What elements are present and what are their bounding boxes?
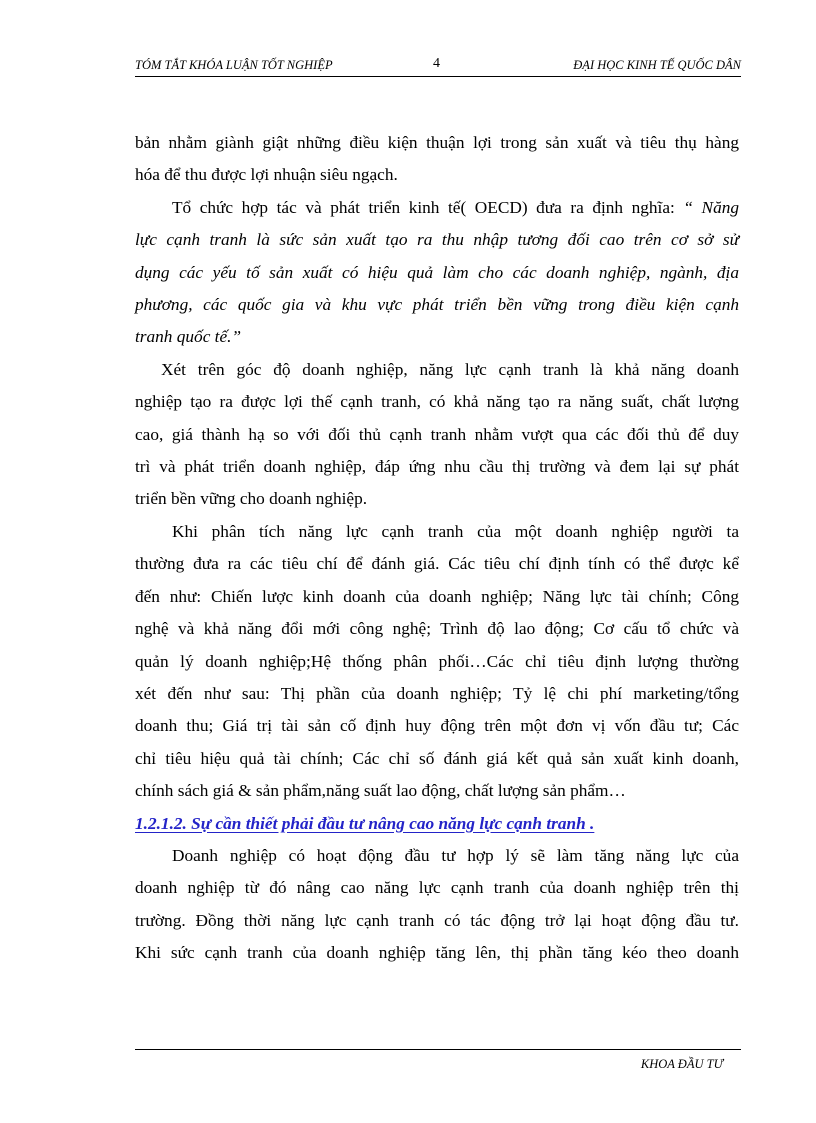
text-line: đến như: Chiến lược kinh doanh của doanh nghiệp; Năng lực tài chính; Công: [135, 586, 739, 606]
text-line: trường. Đồng thời năng lực cạnh tranh có tác động trở lại hoạt động đầu tư.: [135, 910, 739, 930]
text-line: phương, các quốc gia và khu vực phát triển bền vững trong điều kiện cạnh: [135, 295, 739, 315]
definition-quote-start: “ Năng: [683, 197, 739, 217]
document-body: [135, 127, 739, 970]
section-heading: 1.2.1.2. Sự cần thiết phải đầu tư nâng cao năng lực cạnh tranh .: [135, 813, 595, 833]
page-number: 4: [433, 56, 440, 71]
definition-intro: Tổ chức hợp tác và phát triển kinh tế( OECD) đưa ra định nghĩa:: [172, 197, 684, 217]
text-line: doanh nghiệp từ đó nâng cao năng lực cạnh tranh của doanh nghiệp trên thị: [135, 878, 739, 898]
paragraph-1: [135, 127, 739, 192]
text-line: Xét trên góc độ doanh nghiệp, năng lực cạnh tranh là khả năng doanh: [161, 359, 739, 379]
text-line: hóa để thu được lợi nhuận siêu ngạch.: [135, 165, 398, 185]
text-line: lực cạnh tranh là sức sản xuất tạo ra thu nhập tương đối cao trên cơ sở sử: [135, 230, 739, 250]
text-line: [135, 192, 739, 224]
text-line: triển bền vững cho doanh nghiệp.: [135, 489, 368, 509]
text-line: nghiệp tạo ra được lợi thế cạnh tranh, có khả năng tạo ra năng suất, chất lượng: [135, 392, 739, 412]
text-line: thường đưa ra các tiêu chí để đánh giá. Các tiêu chí định tính có thể được kể: [135, 554, 739, 574]
text-line: Khi sức cạnh tranh của doanh nghiệp tăng lên, thị phần tăng kéo theo doanh: [135, 943, 739, 963]
text-line: quản lý doanh nghiệp;Hệ thống phân phối…Các chỉ tiêu định lượng thường: [135, 651, 739, 671]
text-line: Khi phân tích năng lực cạnh tranh của một doanh nghiệp người ta: [172, 521, 739, 541]
text-line: dụng các yếu tố sản xuất có hiệu quả làm cho các doanh nghiệp, ngành, địa: [135, 262, 739, 282]
text-line: trì và phát triển doanh nghiệp, đáp ứng nhu cầu thị trường và đem lại sự phát: [135, 457, 739, 477]
page-header: [135, 56, 741, 77]
text-line: cao, giá thành hạ so với đối thủ cạnh tranh nhằm vượt qua các đối thủ để duy: [135, 424, 739, 444]
text-line: doanh thu; Giá trị tài sản cố định huy động trên một đơn vị vốn đầu tư; Các: [135, 716, 739, 736]
text-line: tranh quốc tế.”: [135, 327, 242, 347]
footer-faculty: KHOA ĐẦU TƯ: [640, 1057, 723, 1071]
paragraph-4: [135, 516, 739, 808]
text-line: xét đến như sau: Thị phần của doanh nghiệp; Tỷ lệ chi phí marketing/tổng: [135, 683, 739, 703]
text-line: chính sách giá & sản phẩm,năng suất lao động, chất lượng sản phẩm…: [135, 781, 626, 801]
text-line: Doanh nghiệp có hoạt động đầu tư hợp lý sẽ làm tăng năng lực của: [172, 845, 739, 865]
text-line: nghệ và khả năng đổi mới công nghệ; Trình độ lao động; Cơ cấu tổ chức và: [135, 619, 739, 639]
paragraph-5: [135, 840, 739, 970]
text-line: bản nhằm giành giật những điều kiện thuận lợi trong sản xuất và tiêu thụ hàng: [135, 133, 739, 152]
header-thesis-title: TÓM TẮT KHÓA LUẬN TỐT NGHIỆP: [135, 58, 333, 72]
paragraph-oecd-definition: [135, 192, 739, 354]
text-line: chỉ tiêu hiệu quả tài chính; Các chỉ số đánh giá kết quả sản xuất kinh doanh,: [135, 748, 739, 768]
header-university: ĐẠI HỌC KINH TẾ QUỐC DÂN: [573, 58, 741, 72]
paragraph-3: [135, 354, 739, 516]
page-footer: [135, 1049, 741, 1071]
